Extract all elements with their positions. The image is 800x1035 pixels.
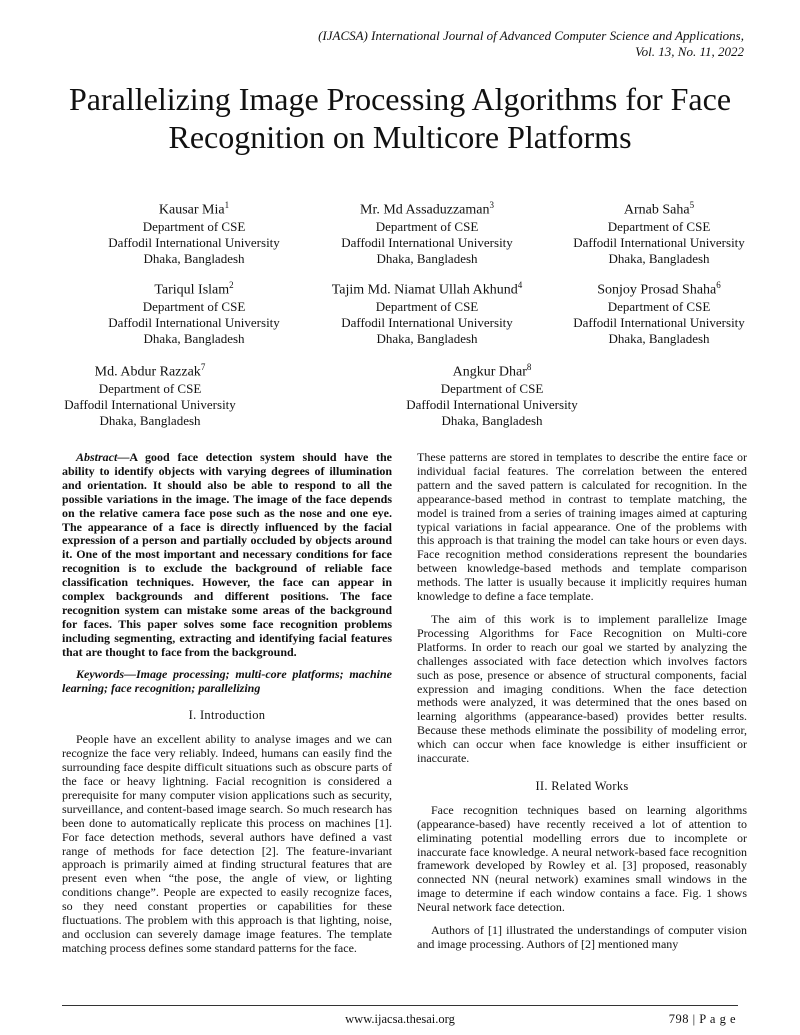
- author-dept: Department of CSE: [440, 380, 544, 396]
- author-sup: 8: [526, 362, 532, 372]
- author-univ: Daffodil International University: [341, 314, 513, 330]
- author-block: [341, 197, 513, 267]
- author-name: Kausar Mia: [158, 202, 225, 218]
- author-dept: Department of CSE: [142, 218, 246, 234]
- author-city: Dhaka, Bangladesh: [143, 330, 245, 346]
- author-dept: Department of CSE: [607, 218, 711, 234]
- journal-header-line2: Vol. 13, No. 11, 2022: [635, 44, 744, 59]
- page-number: 798 | P a g e: [668, 1012, 736, 1026]
- author-name: Md. Abdur Razzak: [94, 364, 201, 380]
- paper-title-line1: Parallelizing Image Processing Algorithms for Face: [68, 81, 732, 117]
- author-block: [108, 197, 280, 267]
- related-paragraph: Face recognition techniques based on learning algorithms (appearance-based) have recently received a lot of attention to eliminating potential modelling errors due to incomplete or inaccurate face knowledge. A neural network-based face recognition framework developed by Rowley et al. [3] proposed, reasonably connected NN (neural network) examines small windows in the image to determine if each window contains a face. Fig. 1 shows Neural network face detection.: [417, 802, 747, 915]
- author-city: Dhaka, Bangladesh: [608, 330, 710, 346]
- author-sup: 6: [716, 280, 721, 290]
- author-name: Mr. Md Assaduzzaman: [360, 202, 490, 218]
- author-city: Dhaka, Bangladesh: [99, 412, 201, 428]
- intro-paragraph: People have an excellent ability to analyse images and we can recognize the face very reliably. Indeed, humans can easily find the surrounding face despite difficult situations such as obscure parts of the face or heavy lightning. Facial recognition is considered a prerequisite for many computer vision applications such as security, surveillance, and content-based image search. So much research has been done to automatically replicate this process on machines [1]. For face detection methods, several authors have defined a vast range of methods for face detection [2]. The feature-invariant approach is primarily aimed at finding structural features that are present even when “the pose, the angle of view, or lighting conditions change”. People are expected to easily recognize faces, so they need constant properties or capabilities for these fluctuations. The problem with this approach is that lighting, noise, and occlusion can severely damage image features. The template matching process defines some standard patterns for the face.: [62, 732, 392, 955]
- author-sup: 3: [489, 200, 494, 210]
- section-heading-related-works: II. Related Works: [535, 778, 629, 793]
- author-univ: Daffodil International University: [573, 234, 745, 250]
- journal-header: [318, 28, 744, 60]
- author-dept: Department of CSE: [142, 298, 246, 314]
- body-paragraph: The aim of this work is to implement parallelize Image Processing Algorithms for Face Recognition on Multi-core Platforms. In order to reach our goal we started by analyzing the challenges associated with face detection which involves factors such as pose, presence or absence of structural components, facial expression and imaging conditions. When the face detection methods were analyzed, it was determined that the ones based on learning algorithms (appearance-based) provides better results. Because these methods eliminate the possibility of modeling error, which can occur when face knowledge is either insufficient or inaccurate.: [417, 611, 747, 766]
- footer-url: www.ijacsa.thesai.org: [345, 1012, 455, 1026]
- author-block: [573, 197, 745, 267]
- author-city: Dhaka, Bangladesh: [608, 250, 710, 266]
- author-sup: 2: [229, 280, 234, 290]
- paper-title: [40, 80, 760, 156]
- author-block: [573, 277, 745, 347]
- author-name: Sonjoy Prosad Shaha: [597, 282, 717, 298]
- author-block: [332, 277, 523, 347]
- left-column: [62, 451, 392, 956]
- author-block: [406, 359, 578, 429]
- author-univ: Daffodil International University: [341, 234, 513, 250]
- author-name: Angkur Dhar: [452, 364, 527, 380]
- author-dept: Department of CSE: [375, 298, 479, 314]
- section-heading-introduction: I. Introduction: [188, 708, 266, 723]
- author-name: Tajim Md. Niamat Ullah Akhund: [331, 282, 518, 298]
- author-city: Dhaka, Bangladesh: [376, 250, 478, 266]
- author-block: [108, 277, 280, 347]
- author-city: Dhaka, Bangladesh: [441, 412, 543, 428]
- author-univ: Daffodil International University: [406, 396, 578, 412]
- author-city: Dhaka, Bangladesh: [376, 330, 478, 346]
- author-univ: Daffodil International University: [108, 314, 280, 330]
- author-sup: 1: [224, 200, 230, 210]
- journal-header-line1: (IJACSA) International Journal of Advanced Computer Science and Applications,: [318, 28, 744, 43]
- right-column: [417, 451, 747, 952]
- author-sup: 5: [689, 200, 695, 210]
- keywords: Keywords—Image processing; multi-core platforms; machine learning; face recognition; parallelizing: [62, 666, 392, 695]
- author-dept: Department of CSE: [375, 218, 479, 234]
- body-paragraph: These patterns are stored in templates to describe the entire face or individual facial features. The correlation between the entered pattern and the saved pattern is calculated for recognition. In the appearance-based method in contrast to template matching, the model is trained from a series of training images aimed at capturing typical variations in facial appearance. One of the problems with this approach is that training the model can take hours or even days. Face recognition method considerations represent the boundaries between knowledge-based methods and template comparison methods. The latter is usually because it implicitly requires human knowledge to define a face template.: [417, 450, 747, 604]
- author-univ: Daffodil International University: [108, 234, 280, 250]
- author-name: Tariqul Islam: [154, 282, 230, 298]
- footer-divider: [62, 1005, 738, 1006]
- author-univ: Daffodil International University: [573, 314, 745, 330]
- paper-title-line2: Recognition on Multicore Platforms: [168, 119, 632, 155]
- author-dept: Department of CSE: [607, 298, 711, 314]
- author-dept: Department of CSE: [98, 380, 202, 396]
- abstract: [62, 451, 392, 660]
- author-sup: 7: [200, 362, 206, 372]
- abstract-label: Abstract: [76, 450, 118, 464]
- author-sup: 4: [517, 280, 523, 290]
- author-univ: Daffodil International University: [64, 396, 236, 412]
- related-paragraph: Authors of [1] illustrated the understandings of computer vision and image processing. Authors of [2] mentioned many: [417, 923, 747, 951]
- abstract-text: —A good face detection system should have the ability to identify objects with varying degrees of illumination and orientation. It should also be able to respond to all the possible variations in the image. The image of the face depends on the relative camera face pose such as the nose and one eye. The appearance of a face is directly influenced by the facial expression of a person and partially occluded by objects around it. One of the most important and necessary conditions for face recognition is to exclude the background of reliable face classification techniques. However, the face can appear in complex backgrounds and different positions. The face recognition system can mistake some areas of the background for faces. This paper solves some face recognition problems including segmenting, extracting and identifying facial features that are thought to face from the background.: [62, 450, 392, 659]
- author-name: Arnab Saha: [623, 202, 690, 218]
- author-block: [64, 359, 236, 429]
- author-city: Dhaka, Bangladesh: [143, 250, 245, 266]
